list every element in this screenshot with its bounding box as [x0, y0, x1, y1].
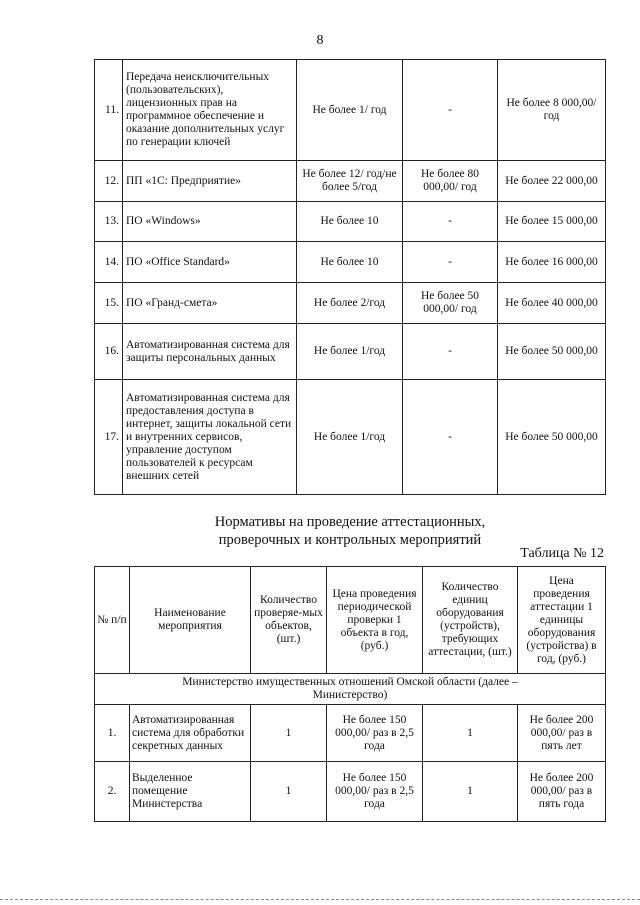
- row-price: Не более 50 000,00/ год: [403, 283, 498, 324]
- row-total: Не более 50 000,00: [498, 324, 606, 380]
- row-quantity: Не более 10: [297, 202, 403, 242]
- table-row: [95, 324, 606, 380]
- row-price: -: [403, 202, 498, 242]
- row-name: Автоматизированная система для предоставления доступа в интернет, защиты локальной сети и внутренних сервисов, управление доступом пользователей к ресурсам внешних сетей: [123, 380, 297, 495]
- row-name: Автоматизированная система для защиты персональных данных: [123, 324, 297, 380]
- header-number: № п/п: [95, 567, 130, 674]
- row-number: 15.: [95, 283, 123, 324]
- row-price: -: [403, 242, 498, 283]
- row-name: Передача неисключительных (пользовательских), лицензионных прав на программное обеспечение и оказание дополнительных услуг по генерации ключей: [123, 60, 297, 161]
- row-total: Не более 15 000,00: [498, 202, 606, 242]
- scan-edge-line: [0, 899, 640, 901]
- table-header-row: [95, 567, 606, 674]
- header-name: Наименование мероприятия: [130, 567, 251, 674]
- table-row: [95, 283, 606, 324]
- page-number: 8: [316, 33, 324, 48]
- row-price: -: [403, 60, 498, 161]
- row-number: 13.: [95, 202, 123, 242]
- row-price: -: [403, 380, 498, 495]
- row-name: ПП «1С: Предприятие»: [123, 161, 297, 202]
- row-quantity: Не более 1/год: [297, 380, 403, 495]
- row-number: 12.: [95, 161, 123, 202]
- group-row: [95, 674, 606, 705]
- row-number: 14.: [95, 242, 123, 283]
- row-name: ПО «Office Standard»: [123, 242, 297, 283]
- row-name: ПО «Гранд-смета»: [123, 283, 297, 324]
- table-label: Таблица № 12: [520, 546, 604, 561]
- row-total: Не более 50 000,00: [498, 380, 606, 495]
- header-units: Количество единиц оборудования (устройств), требующих аттестации, (шт.): [423, 567, 518, 674]
- table-row: [95, 380, 606, 495]
- row-units: 1: [423, 705, 518, 762]
- row-total: Не более 22 000,00: [498, 161, 606, 202]
- row-total: Не более 40 000,00: [498, 283, 606, 324]
- row-quantity: Не более 2/год: [297, 283, 403, 324]
- row-name: Выделенное помещение Министерства: [130, 762, 251, 822]
- row-price: -: [403, 324, 498, 380]
- table-row: [95, 705, 606, 762]
- table-row: [95, 242, 606, 283]
- section-title-line: проверочных и контрольных мероприятий: [218, 532, 482, 548]
- row-number: 17.: [95, 380, 123, 495]
- table-row: [95, 161, 606, 202]
- row-quantity: Не более 12/ год/не более 5/год: [297, 161, 403, 202]
- row-units: 1: [423, 762, 518, 822]
- section-title-line: Нормативы на проведение аттестационных,: [214, 514, 486, 530]
- row-quantity: Не более 1/ год: [297, 60, 403, 161]
- row-number: 11.: [95, 60, 123, 161]
- row-quantity: Не более 1/год: [297, 324, 403, 380]
- row-price: Не более 150 000,00/ раз в 2,5 года: [327, 762, 423, 822]
- row-total: Не более 8 000,00/год: [498, 60, 606, 161]
- group-title: Министерство имущественных отношений Омской области (далее – Министерство): [95, 674, 606, 705]
- header-cert-price: Цена проведения аттестации 1 единицы оборудования (устройства) в год, (руб.): [518, 567, 606, 674]
- row-price: Не более 150 000,00/ раз в 2,5 года: [327, 705, 423, 762]
- row-cert-price: Не более 200 000,00/ раз в пять лет: [518, 705, 606, 762]
- certification-table: [94, 566, 606, 822]
- table-row: [95, 60, 606, 161]
- row-number: 1.: [95, 705, 130, 762]
- header-price: Цена проведения периодической проверки 1 объекта в год, (руб.): [327, 567, 423, 674]
- row-objects: 1: [251, 762, 327, 822]
- row-name: Автоматизированная система для обработки секретных данных: [130, 705, 251, 762]
- row-total: Не более 16 000,00: [498, 242, 606, 283]
- licenses-table: [94, 59, 606, 495]
- header-objects: Количество проверяе-мых объектов, (шт.): [251, 567, 327, 674]
- table-row: [95, 202, 606, 242]
- row-number: 2.: [95, 762, 130, 822]
- section-title: [0, 513, 640, 549]
- row-quantity: Не более 10: [297, 242, 403, 283]
- row-cert-price: Не более 200 000,00/ раз в пять года: [518, 762, 606, 822]
- row-name: ПО «Windows»: [123, 202, 297, 242]
- row-price: Не более 80 000,00/ год: [403, 161, 498, 202]
- row-number: 16.: [95, 324, 123, 380]
- table-row: [95, 762, 606, 822]
- row-objects: 1: [251, 705, 327, 762]
